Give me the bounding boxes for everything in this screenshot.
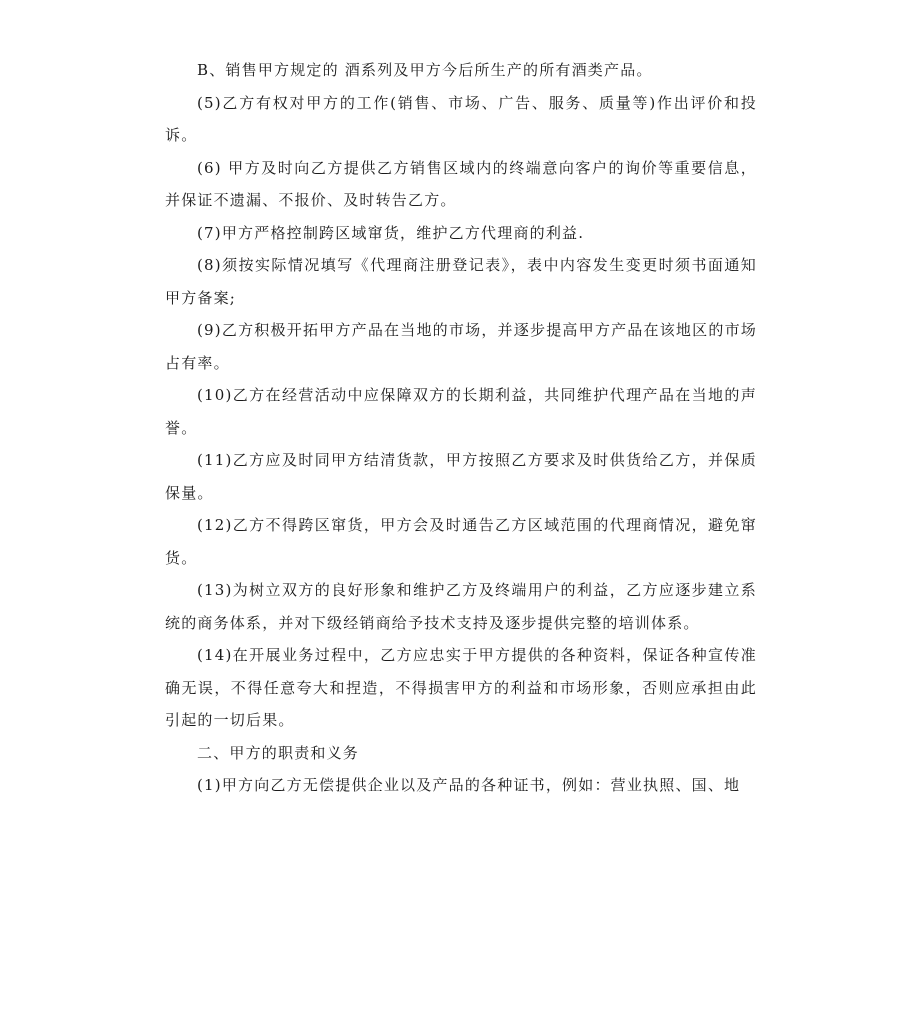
paragraph-clause-10: (10)乙方在经营活动中应保障双方的长期利益，共同维护代理产品在当地的声誉。 — [165, 386, 757, 437]
paragraph-clause-11: (11)乙方应及时同甲方结清货款，甲方按照乙方要求及时供货给乙方，并保质保量。 — [165, 451, 757, 502]
paragraph-clause-5: (5)乙方有权对甲方的工作(销售、市场、广告、服务、质量等)作出评价和投诉。 — [165, 93, 757, 144]
paragraph-product-scope: B、销售甲方规定的 酒系列及甲方今后所生产的所有酒类产品。 — [197, 61, 653, 79]
paragraph-clause-8: (8)须按实际情况填写《代理商注册登记表》，表中内容发生变更时须书面通知甲方备案; — [165, 256, 757, 307]
document-body — [165, 54, 757, 802]
paragraph-clause-9: (9)乙方积极开拓甲方产品在当地的市场，并逐步提高甲方产品在该地区的市场占有率。 — [165, 321, 757, 372]
paragraph-party-a-clause-1: (1)甲方向乙方无偿提供企业以及产品的各种证书，例如：营业执照、国、地 — [197, 776, 741, 794]
paragraph-clause-12: (12)乙方不得跨区窜货，甲方会及时通告乙方区域范围的代理商情况，避免窜货。 — [165, 516, 757, 567]
paragraph-clause-13: (13)为树立双方的良好形象和维护乙方及终端用户的利益，乙方应逐步建立系统的商务体系，并对下级经销商给予技术支持及逐步提供完整的培训体系。 — [165, 581, 757, 632]
paragraph-clause-14: (14)在开展业务过程中，乙方应忠实于甲方提供的各种资料，保证各种宣传准确无误，不得任意夸大和捏造，不得损害甲方的利益和市场形象，否则应承担由此引起的一切后果。 — [165, 646, 757, 729]
paragraph-clause-7: (7)甲方严格控制跨区域窜货，维护乙方代理商的利益. — [197, 223, 585, 242]
section-heading-party-a-duties: 二、甲方的职责和义务 — [197, 743, 360, 762]
paragraph-clause-6: (6) 甲方及时向乙方提供乙方销售区域内的终端意向客户的询价等重要信息，并保证不遗漏、不报价、及时转告乙方。 — [165, 158, 757, 209]
